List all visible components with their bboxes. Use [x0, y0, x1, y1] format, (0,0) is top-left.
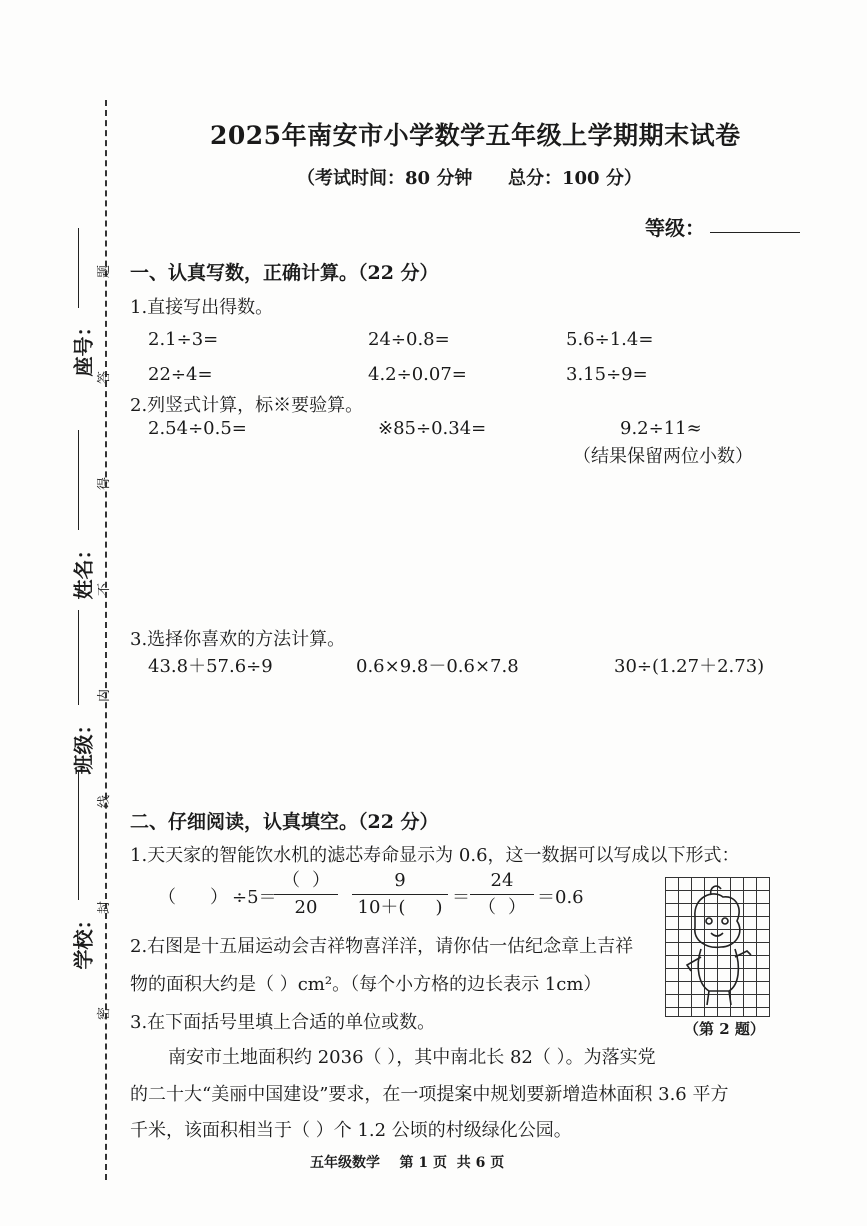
- seal-char: 不: [97, 582, 113, 597]
- grade-blank[interactable]: [710, 232, 800, 233]
- seal-char: 内: [97, 688, 113, 703]
- section2-heading: 二、仔细阅读，认真填空。（22 分）: [130, 811, 439, 833]
- fraction-bar: [470, 894, 534, 895]
- fraction-1-den: 20: [294, 897, 318, 918]
- fraction-2-den: 10＋( ): [357, 897, 443, 918]
- grade-label: 等级：: [645, 216, 705, 240]
- s2-q2-line1: 2.右图是十五届运动会吉祥物喜洋洋，请你估一估纪念章上吉祥: [130, 936, 634, 957]
- class-blank: [78, 610, 79, 705]
- s2-q1-label: 1.天天家的智能饮水机的滤芯寿命显示为 0.6，这一数据可以写成以下形式：: [130, 845, 740, 866]
- fraction-3: [470, 870, 534, 919]
- method-calc-item: 0.6×9.8－0.6×7.8: [356, 656, 519, 677]
- fraction-1: [274, 870, 338, 919]
- s2-q2-line2: 物的面积大约是（ ）cm²。（每个小方格的边长表示 1cm）: [130, 974, 602, 995]
- calc-item: 22÷4=: [148, 364, 213, 385]
- mascot-grid-figure: [665, 877, 770, 1017]
- name-label: 姓名：: [71, 539, 96, 600]
- seat-blank: [78, 228, 79, 308]
- result: ＝0.6: [537, 887, 584, 908]
- calc-item: 24÷0.8=: [368, 329, 450, 350]
- total-score: 总分：100 分）: [508, 168, 642, 189]
- page-footer: 五年级数学 第 1 页 共 6 页: [310, 1155, 505, 1171]
- figure-caption: （第 2 题）: [684, 1020, 765, 1038]
- rounding-note: （结果保留两位小数）: [573, 446, 753, 467]
- method-calc-item: 43.8＋57.6÷9: [148, 656, 273, 677]
- vertical-calc-item: 2.54÷0.5=: [148, 418, 247, 439]
- fraction-2: [352, 870, 448, 919]
- seal-char: 题: [97, 264, 113, 279]
- q2-label: 2.列竖式计算，标※要验算。: [130, 395, 364, 416]
- div-five: ÷5＝: [232, 887, 277, 908]
- seal-char: 线: [97, 794, 113, 809]
- equals-sign: ＝: [452, 887, 470, 908]
- seal-char: 封: [97, 900, 113, 915]
- q3-label: 3.选择你喜欢的方法计算。: [130, 629, 346, 650]
- method-calc-item: 30÷(1.27＋2.73): [614, 656, 765, 677]
- fraction-bar: [274, 894, 338, 895]
- calc-item: 3.15÷9=: [566, 364, 648, 385]
- s2-q3-para2: 的二十大“美丽中国建设”要求，在一项提案中规划要新增造林面积 3.6 平方: [130, 1084, 729, 1105]
- s2-q3-label: 3.在下面括号里填上合适的单位或数。: [130, 1012, 436, 1033]
- class-label: 班级：: [71, 714, 96, 775]
- fraction-bar: [352, 894, 448, 895]
- seal-char: 答: [97, 370, 113, 385]
- school-label: 学校：: [71, 909, 96, 970]
- school-blank: [78, 770, 79, 900]
- paren-close: ）: [210, 887, 228, 908]
- vertical-calc-item: ※85÷0.34=: [378, 418, 487, 439]
- section1-heading: 一、认真写数，正确计算。（22 分）: [130, 262, 439, 284]
- seal-char: 得: [97, 476, 113, 491]
- q1-label: 1.直接写出得数。: [130, 297, 274, 318]
- s2-q3-para3: 千米，该面积相当于（ ）个 1.2 公顷的村级绿化公园。: [130, 1120, 572, 1141]
- calc-item: 4.2÷0.07=: [368, 364, 467, 385]
- exam-time: （考试时间：80 分钟: [297, 168, 473, 189]
- fraction-2-num: 9: [394, 870, 406, 891]
- page-title: 2025年南安市小学数学五年级上学期期末试卷: [210, 121, 741, 150]
- paren-open: （: [158, 887, 176, 908]
- calc-item: 2.1÷3=: [148, 329, 219, 350]
- fraction-3-num: 24: [490, 870, 514, 891]
- seat-label: 座号：: [71, 316, 96, 377]
- fraction-1-num: （ ）: [282, 870, 330, 891]
- vertical-calc-item: 9.2÷11≈: [620, 418, 702, 439]
- seal-char: 密: [97, 1006, 113, 1021]
- calc-item: 5.6÷1.4=: [566, 329, 654, 350]
- fraction-3-den: （ ）: [478, 897, 526, 918]
- s2-q3-para1: 南安市土地面积约 2036（ ），其中南北长 82（ ）。为落实党: [168, 1047, 656, 1068]
- name-blank: [78, 430, 79, 530]
